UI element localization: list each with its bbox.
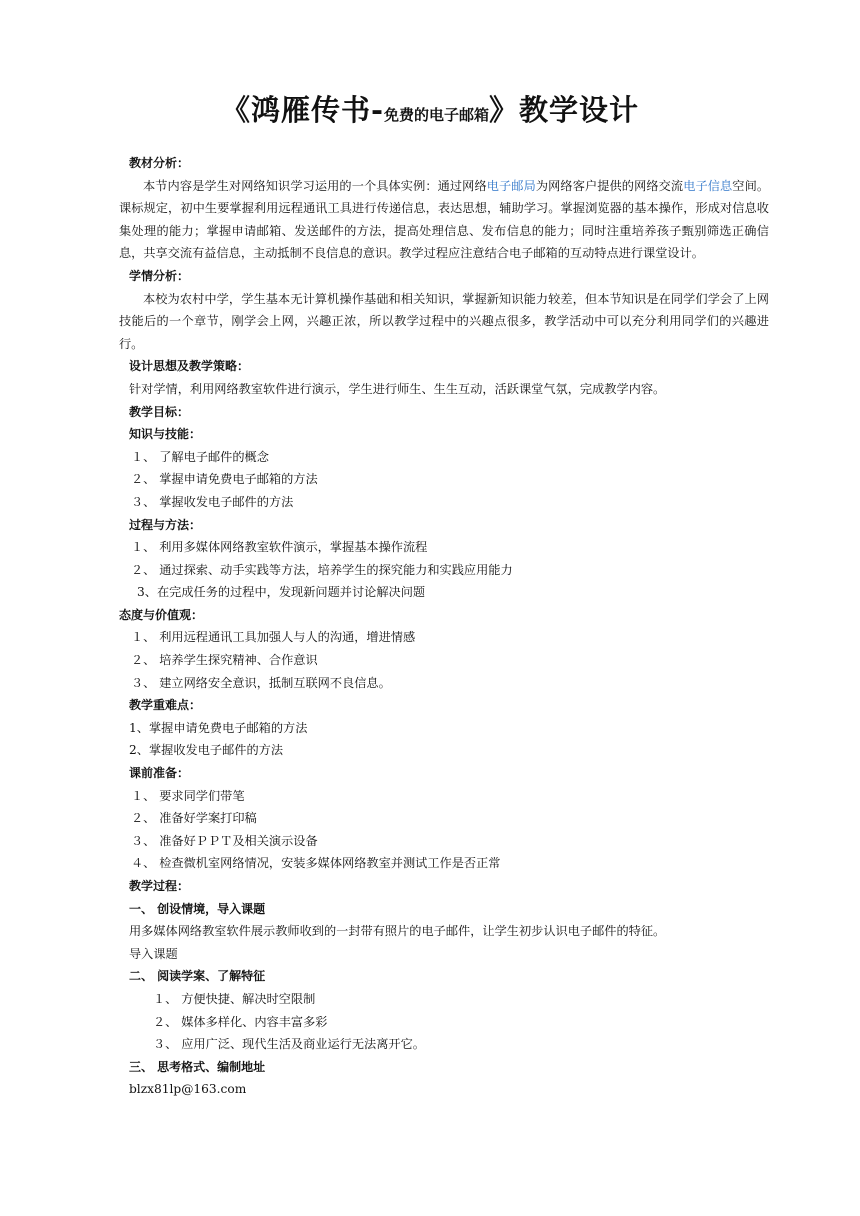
step1-heading: 一、 创设情境，导入课题 — [129, 901, 266, 916]
knowledge-heading: 知识与技能： — [129, 427, 202, 442]
title-part2: 免费的电子邮箱 — [384, 106, 490, 124]
step1-sub: 导入课题 — [129, 946, 178, 961]
list-item: ２、 培养学生探究精神、合作意识 — [131, 653, 318, 668]
strategy-heading: 设计思想及教学策略： — [129, 359, 250, 374]
list-item: ２、 准备好学案打印稿 — [131, 811, 257, 826]
list-item: 2、掌握收发电子邮件的方法 — [129, 743, 284, 758]
learners-heading: 学情分析： — [129, 268, 190, 283]
step2-heading: 二、 阅读学案、了解特征 — [129, 969, 266, 984]
list-item: 1、掌握申请免费电子邮箱的方法 — [129, 720, 308, 735]
list-item: １、 方便快捷、解决时空限制 — [153, 991, 316, 1006]
list-item: ３、 准备好ＰＰＴ及相关演示设备 — [131, 833, 318, 848]
list-item: １、 利用多媒体网络教室软件演示，掌握基本操作流程 — [131, 540, 428, 555]
step1-text: 用多媒体网络教室软件展示教师收到的一封带有照片的电子邮件，让学生初步认识电子邮件的特征。 — [129, 924, 666, 939]
analysis-text-1: 本节内容是学生对网络知识学习运用的一个具体实例：通过网络 — [143, 178, 487, 193]
list-item: １、 了解电子邮件的概念 — [131, 449, 269, 464]
email-office-link[interactable]: 电子邮局 — [486, 178, 536, 193]
analysis-text-2: 为网络客户提供的网络交流 — [535, 178, 684, 193]
list-item: ２、 通过探索、动手实践等方法，培养学生的探究能力和实践应用能力 — [131, 562, 513, 577]
list-item: １、 利用远程通讯工具加强人与人的沟通，增进情感 — [131, 630, 416, 645]
attitude-heading: 态度与价值观： — [119, 607, 204, 622]
step3-heading: 三、 思考格式、编制地址 — [129, 1059, 266, 1074]
learners-paragraph: 本校为农村中学，学生基本无计算机操作基础和相关知识，掌握新知识能力较差，但本节知识是在同学们学会了上网技能后的一个章节，刚学会上网，兴趣正浓，所以教学过程中的兴趣点很多，教学活动中可以充分利用同学们的兴趣进行。 — [119, 291, 769, 351]
title-part3: 》教学设计 — [489, 93, 640, 127]
title-part1: 《鸿雁传书 — [220, 93, 371, 127]
list-item: ３、 建立网络安全意识，抵制互联网不良信息。 — [131, 675, 391, 690]
list-item: ２、 媒体多样化、内容丰富多彩 — [153, 1014, 328, 1029]
strategy-text: 针对学情，利用网络教室软件进行演示，学生进行师生、生生互动，活跃课堂气氛，完成教学内容。 — [129, 381, 666, 396]
title-dash: - — [370, 93, 385, 127]
list-item: 3、在完成任务的过程中，发现新问题并讨论解决问题 — [137, 585, 426, 600]
list-item: ３、 掌握收发电子邮件的方法 — [131, 494, 294, 509]
keypoints-heading: 教学重难点： — [129, 698, 202, 713]
list-item: ３、 应用广泛、现代生活及商业运行无法离开它。 — [153, 1037, 425, 1052]
document-body — [119, 152, 769, 1101]
email-address: blzx81lp@163.com — [129, 1082, 247, 1097]
process-method-heading: 过程与方法： — [129, 517, 202, 532]
goals-heading: 教学目标： — [129, 404, 190, 419]
list-item: ４、 检查微机室网络情况，安装多媒体网络教室并测试工作是否正常 — [131, 856, 501, 871]
analysis-text-3: 空间。课标规定，初中生要掌握利用远程通讯工具进行传递信息，表达思想，辅助学习。掌握浏览器的基本操作，形成对信息收集处理的能力；掌握申请邮箱、发送邮件的方法，提高处理信息、发布信息的能力；同时注重培养孩子甄别筛选正确信息，共享交流有益信息，主动抵制不良信息的意识。教学过程应注意结合电子邮箱的互动特点进行课堂设计。 — [119, 178, 770, 261]
list-item: １、 要求同学们带笔 — [131, 788, 245, 803]
document-title — [0, 88, 860, 129]
e-info-link[interactable]: 电子信息 — [683, 178, 733, 193]
analysis-paragraph — [119, 175, 769, 265]
teaching-process-heading: 教学过程： — [129, 879, 190, 893]
list-item: ２、 掌握申请免费电子邮箱的方法 — [131, 472, 318, 487]
analysis-heading: 教材分析： — [129, 156, 190, 170]
preparation-heading: 课前准备： — [129, 766, 190, 781]
